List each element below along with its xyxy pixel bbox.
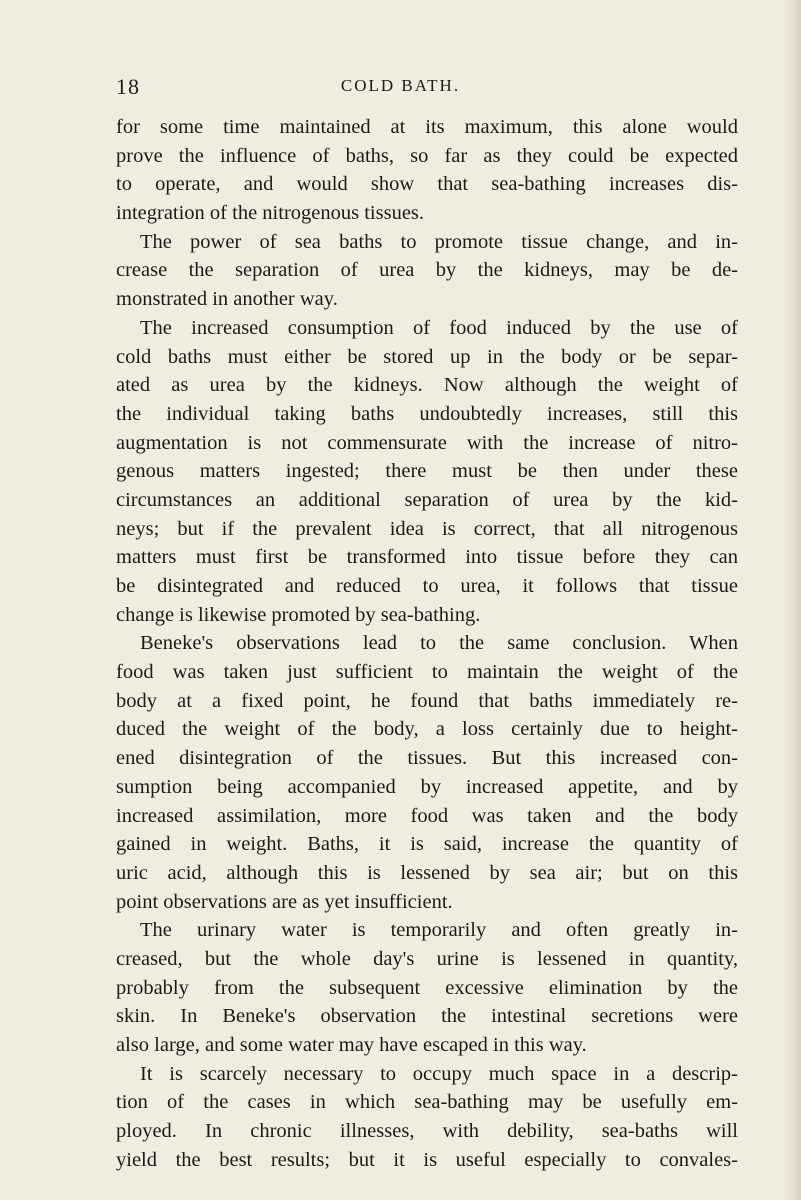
text-line: integration of the nitrogenous tissues. (116, 202, 425, 225)
page-header (0, 74, 801, 106)
text-line: skin. In Beneke's observation the intestinal secretions were (116, 1005, 738, 1028)
text-line: to operate, and would show that sea-bathing increases dis- (116, 173, 738, 196)
text-line: prove the influence of baths, so far as they could be expected (116, 144, 738, 167)
text-line: change is likewise promoted by sea-bathing. (116, 603, 481, 626)
text-line: probably from the subsequent excessive elimination by the (116, 976, 738, 999)
text-line: cold baths must either be stored up in the body or be separ- (116, 345, 738, 368)
text-line: The increased consumption of food induced by the use of (140, 316, 738, 339)
text-line: sumption being accompanied by increased appetite, and by (116, 775, 738, 798)
text-line: genous matters ingested; there must be then under these (116, 460, 738, 483)
page-edge-shadow (783, 0, 801, 1200)
running-title: COLD BATH. (340, 76, 461, 95)
text-line: gained in weight. Baths, it is said, increase the quantity of (116, 833, 738, 856)
text-line: ened disintegration of the tissues. But this increased con- (116, 747, 738, 770)
text-line: the individual taking baths undoubtedly increases, still this (116, 402, 738, 425)
text-line: It is scarcely necessary to occupy much space in a descrip- (140, 1062, 738, 1085)
text-line: for some time maintained at its maximum, this alone would (116, 116, 738, 138)
page-number: 18 (116, 74, 140, 99)
text-line: augmentation is not commensurate with the increase of nitro- (116, 431, 738, 454)
text-line: duced the weight of the body, a loss certainly due to height- (116, 718, 738, 741)
text-line: food was taken just sufficient to maintain the weight of the (116, 661, 738, 684)
text-line: also large, and some water may have escaped in this way. (116, 1034, 587, 1056)
text-line: body at a fixed point, he found that baths immediately re- (116, 689, 738, 712)
text-line: be disintegrated and reduced to urea, it follows that tissue (116, 575, 738, 597)
text-line: Beneke's observations lead to the same conclusion. When (140, 632, 738, 655)
text-line: yield the best results; but it is useful especially to convales- (116, 1148, 738, 1171)
text-line: matters must first be transformed into tissue before they can (116, 546, 738, 569)
text-line: point observations are as yet insufficient. (116, 890, 453, 913)
text-line: ated as urea by the kidneys. Now although the weight of (116, 374, 738, 397)
text-line: increased assimilation, more food was taken and the body (116, 804, 738, 827)
text-line: neys; but if the prevalent idea is correct, that all nitrogenous (116, 517, 738, 540)
text-line: crease the separation of urea by the kidneys, may be de- (116, 259, 738, 282)
body-text (116, 113, 738, 1174)
text-line: monstrated in another way. (116, 288, 338, 311)
text-line: uric acid, although this is lessened by sea air; but on this (116, 861, 738, 884)
text-line: ployed. In chronic illnesses, with debility, sea-baths will (116, 1120, 738, 1143)
text-line: The urinary water is temporarily and often greatly in- (140, 919, 738, 942)
text-line: circumstances an additional separation of urea by the kid- (116, 488, 738, 511)
text-line: tion of the cases in which sea-bathing may be usefully em- (116, 1091, 738, 1114)
text-line: The power of sea baths to promote tissue change, and in- (140, 230, 738, 253)
text-line: creased, but the whole day's urine is lessened in quantity, (116, 947, 738, 970)
